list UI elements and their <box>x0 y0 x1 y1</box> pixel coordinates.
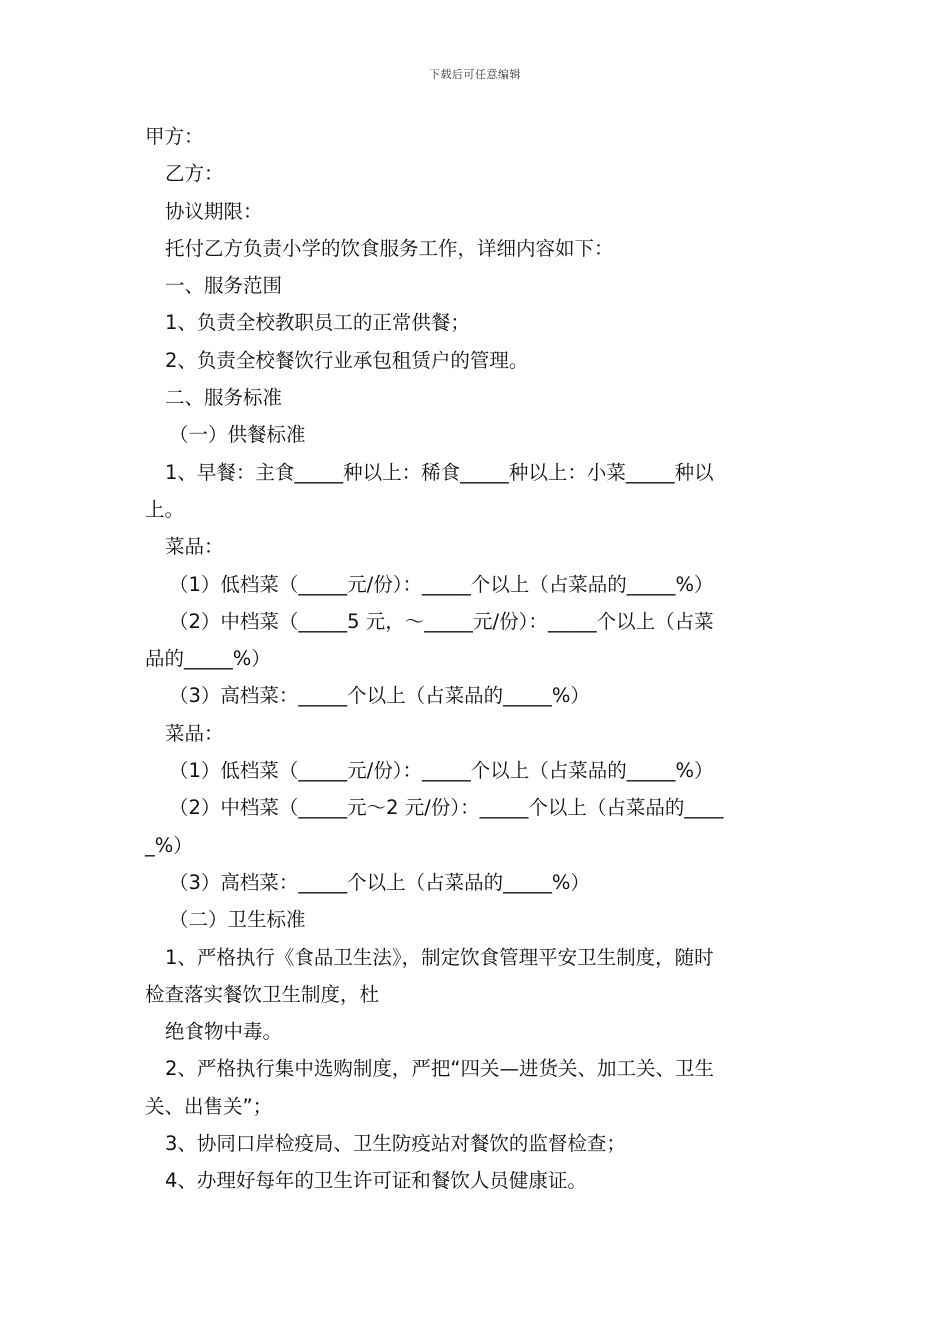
text-line: 1、负责全校教职员工的正常供餐； <box>165 311 470 335</box>
text-line: 一、服务范围 <box>165 274 283 298</box>
text-line: 菜品： <box>165 535 224 559</box>
text-line: 上。 <box>145 497 185 521</box>
text-line: 关、出售关”； <box>145 1094 273 1118</box>
text-line: （二）卫生标准 <box>169 908 306 932</box>
text-line: 甲方： <box>145 125 204 148</box>
text-line: （一）供餐标准 <box>169 423 306 447</box>
text-line: 1、早餐：主食_____种以上：稀食_____种以上：小菜_____种以 <box>165 460 714 484</box>
text-line: 2、负责全校餐饮行业承包租赁户的管理。 <box>165 348 529 372</box>
text-line: 3、协同口岸检疫局、卫生防疫站对餐饮的监督检查； <box>165 1132 626 1156</box>
text-line: （3）高档菜：_____个以上（占菜品的_____%） <box>169 870 590 894</box>
text-line: 检查落实餐饮卫生制度，杜 <box>145 982 380 1006</box>
text-line: 品的_____%） <box>145 647 271 671</box>
text-line: 绝食物中毒。 <box>165 1020 283 1044</box>
text-line: 1、严格执行《食品卫生法》，制定饮食管理平安卫生制度，随时 <box>165 945 714 969</box>
page-header-note: 下载后可任意编辑 <box>429 68 521 81</box>
text-line: （1）低档菜（_____元/份）：_____个以上（占菜品的_____%） <box>169 759 714 783</box>
text-line: （2）中档菜（_____5 元，～_____元/份）：_____个以上（占菜 <box>169 609 714 633</box>
text-line: 菜品： <box>165 721 224 745</box>
contract-body <box>145 118 810 1200</box>
text-line: （1）低档菜（_____元/份）：_____个以上（占菜品的_____%） <box>169 572 714 596</box>
text-line: （3）高档菜：_____个以上（占菜品的_____%） <box>169 684 590 708</box>
text-line: 二、服务标准 <box>165 386 283 410</box>
text-line: _%） <box>145 833 193 857</box>
text-line: 2、严格执行集中选购制度，严把“四关—进货关、加工关、卫生 <box>165 1057 715 1081</box>
text-line: 协议期限： <box>165 199 263 223</box>
text-line: 托付乙方负责小学的饮食服务工作，详细内容如下： <box>165 236 614 260</box>
text-line: （2）中档菜（_____元～2 元/份）：_____个以上（占菜品的____ <box>169 796 724 820</box>
text-line: 4、办理好每年的卫生许可证和餐饮人员健康证。 <box>165 1169 587 1193</box>
text-line: 乙方： <box>165 162 224 186</box>
